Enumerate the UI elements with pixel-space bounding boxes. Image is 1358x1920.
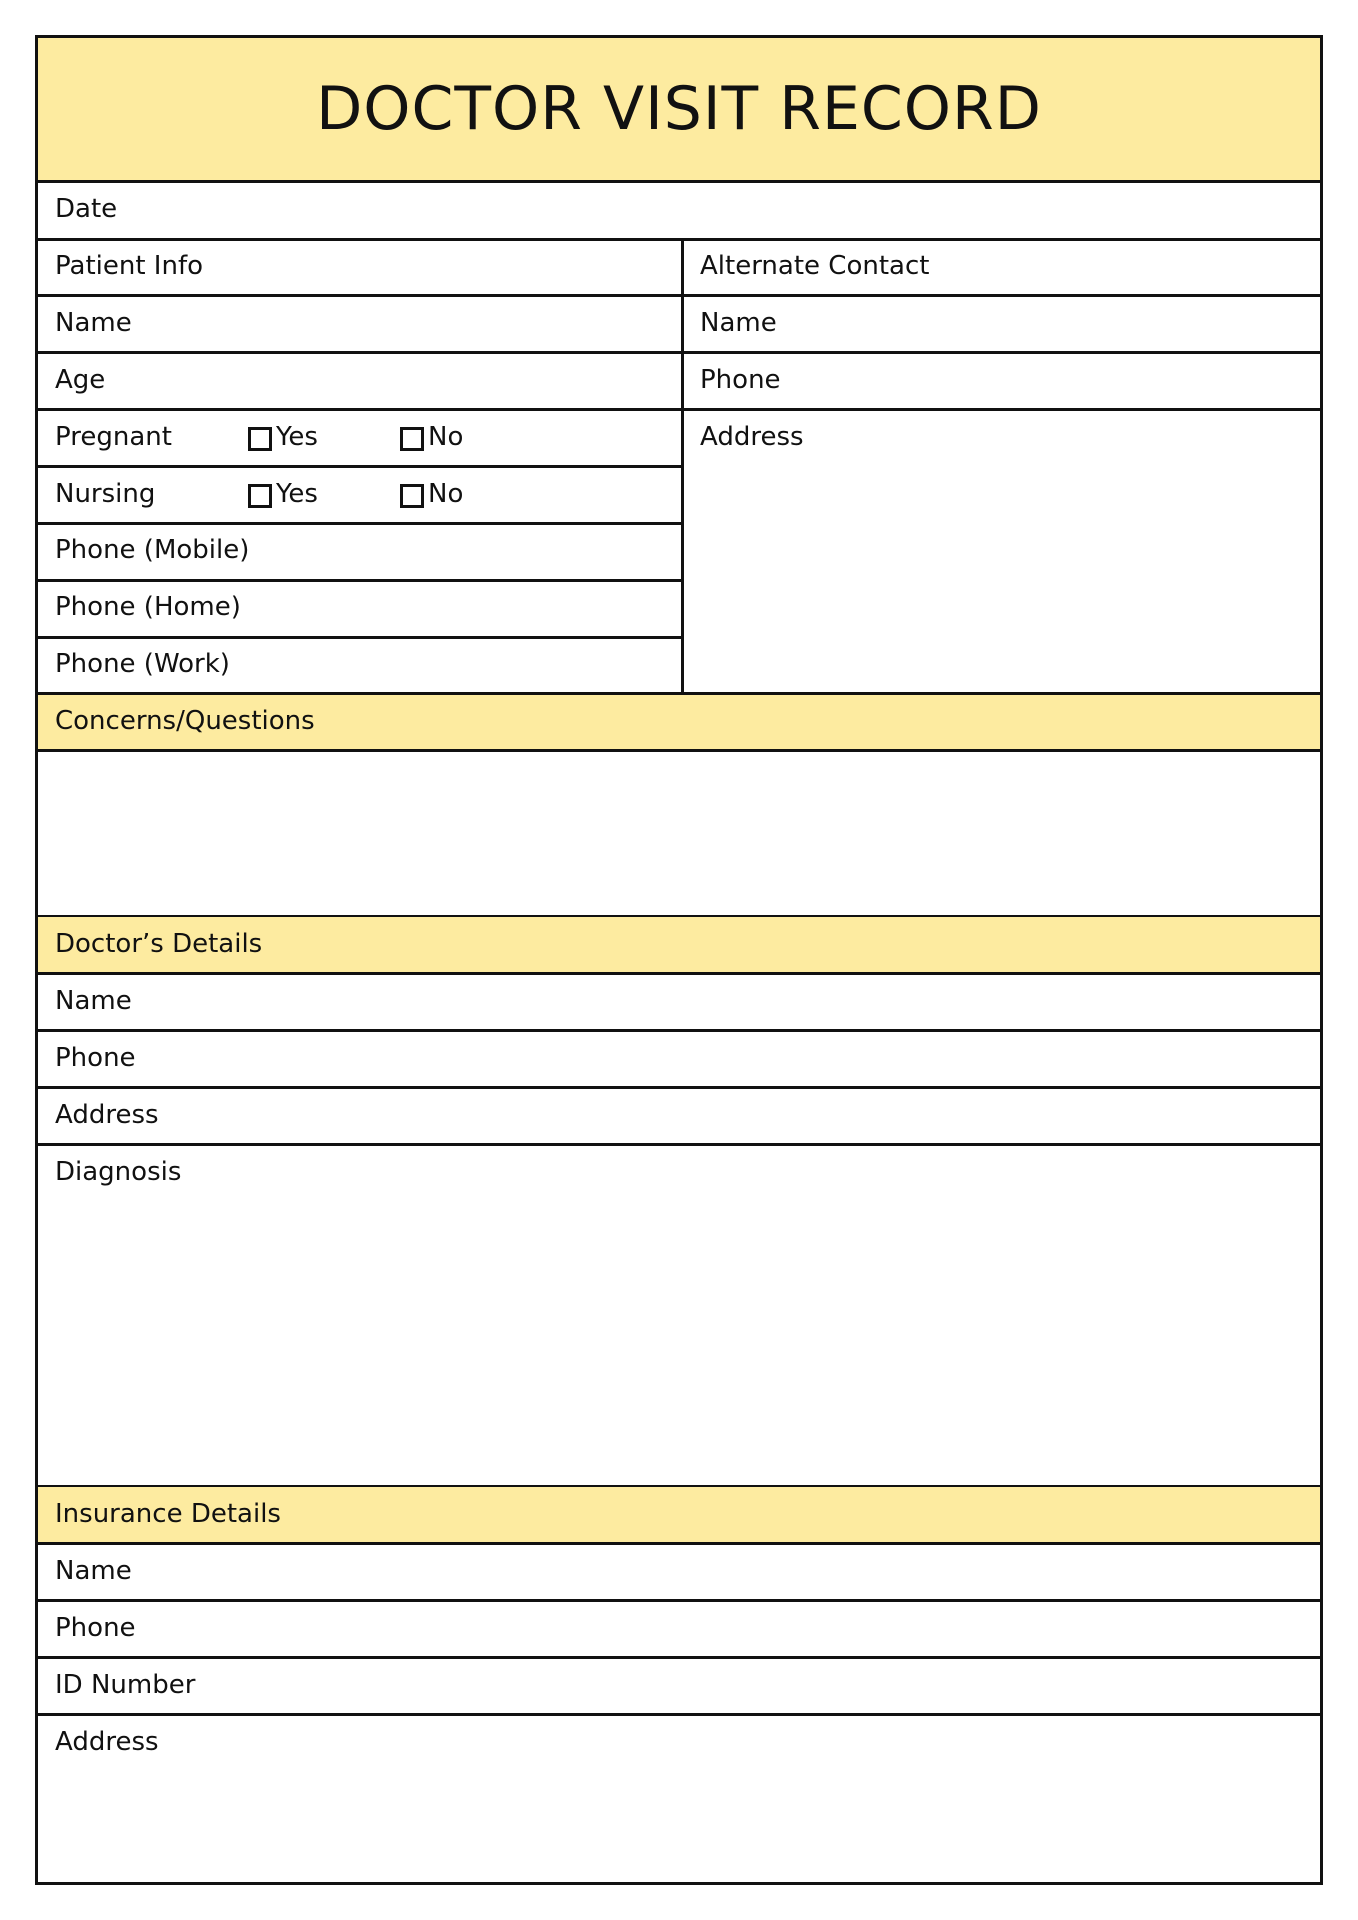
concerns-header: Concerns/Questions [55, 706, 315, 736]
divider [38, 1029, 1320, 1032]
patient-info-header: Patient Info [55, 251, 204, 281]
insurance-address-label: Address [55, 1727, 159, 1757]
divider [38, 1086, 1320, 1089]
form-title: DOCTOR VISIT RECORD [38, 38, 1320, 183]
insurance-id-label: ID Number [55, 1670, 196, 1700]
divider [38, 408, 1320, 411]
pregnant-no-label: No [428, 422, 464, 452]
doctor-details-header: Doctor’s Details [55, 929, 263, 959]
divider [38, 972, 1320, 975]
phone-mobile-label: Phone (Mobile) [55, 535, 250, 565]
insurance-name-label: Name [55, 1556, 132, 1586]
divider [38, 692, 1320, 695]
diagnosis-label: Diagnosis [55, 1157, 182, 1187]
divider [38, 522, 681, 525]
insurance-phone-label: Phone [55, 1613, 136, 1643]
patient-name-label: Name [55, 308, 132, 338]
divider [38, 749, 1320, 752]
divider [38, 636, 681, 639]
divider [38, 579, 681, 582]
divider [38, 1599, 1320, 1602]
pregnant-yes-checkbox[interactable] [248, 427, 272, 451]
phone-home-label: Phone (Home) [55, 592, 241, 622]
pregnant-no-checkbox[interactable] [400, 427, 424, 451]
alternate-contact-header: Alternate Contact [700, 251, 930, 281]
pregnant-yes-label: Yes [276, 422, 318, 452]
date-label: Date [55, 194, 118, 224]
divider [38, 1143, 1320, 1146]
doctor-visit-form [35, 35, 1323, 1885]
nursing-yes-label: Yes [276, 479, 318, 509]
doctor-phone-label: Phone [55, 1043, 136, 1073]
alternate-phone-label: Phone [700, 365, 781, 395]
divider [38, 465, 681, 468]
phone-work-label: Phone (Work) [55, 649, 230, 679]
nursing-yes-checkbox[interactable] [248, 484, 272, 508]
divider [38, 294, 1320, 297]
nursing-no-label: No [428, 479, 464, 509]
divider [38, 1542, 1320, 1545]
insurance-details-header: Insurance Details [55, 1499, 281, 1529]
patient-age-label: Age [55, 365, 106, 395]
nursing-no-checkbox[interactable] [400, 484, 424, 508]
divider [38, 351, 1320, 354]
doctor-name-label: Name [55, 986, 132, 1016]
divider [38, 238, 1320, 241]
alternate-name-label: Name [700, 308, 777, 338]
divider [38, 1713, 1320, 1716]
divider [38, 1656, 1320, 1659]
alternate-address-label: Address [700, 422, 804, 452]
nursing-label: Nursing [55, 479, 156, 509]
column-divider [681, 238, 684, 700]
doctor-address-label: Address [55, 1100, 159, 1130]
pregnant-label: Pregnant [55, 422, 172, 452]
